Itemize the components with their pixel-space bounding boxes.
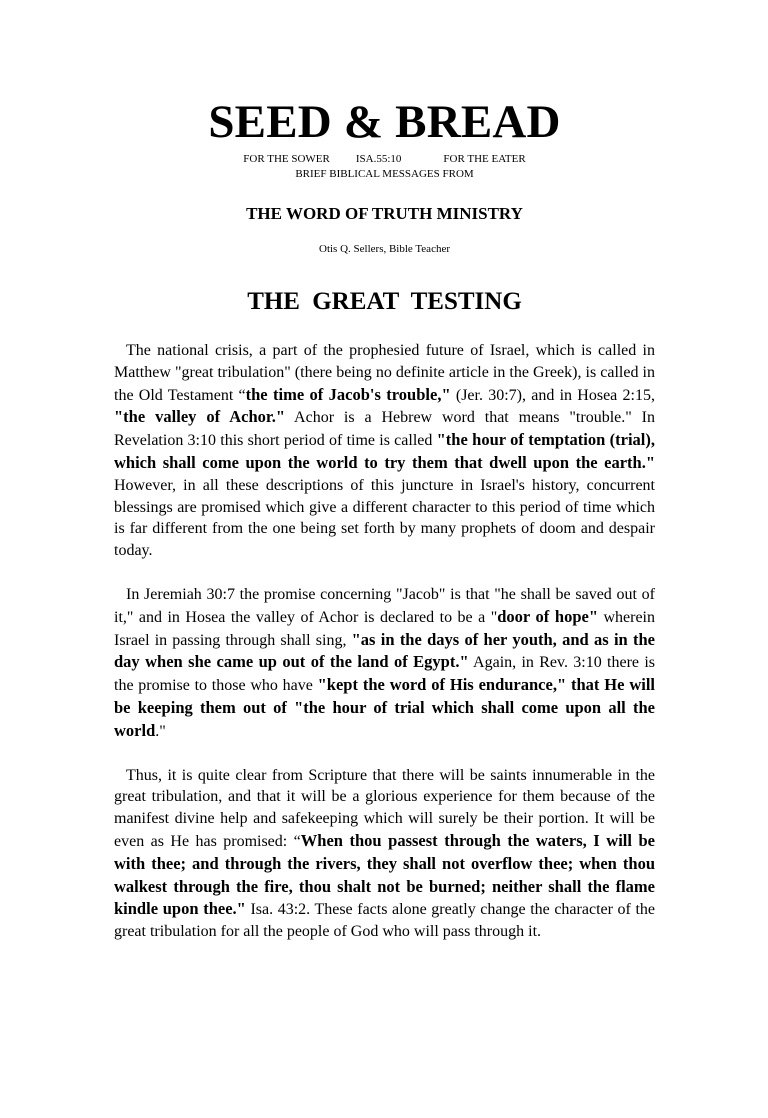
body-text: Achor is a Hebrew word that means "trouble." In Revelation 3:10 this short period of time is called: [114, 409, 655, 450]
subtitle-reference: ISA.55:10: [355, 153, 402, 165]
tagline: BRIEF BIBLICAL MESSAGES FROM: [295, 168, 474, 180]
emphasis-text: door of hope": [497, 606, 598, 626]
body-text: wherein Israel in passing through shall sing,: [114, 608, 656, 649]
body-text: .": [155, 722, 166, 740]
subtitle-sower: FOR THE SOWER: [243, 153, 330, 165]
body-text: However, in all these descriptions of this juncture in Israel's history, concurrent blessings are promised which give a different character to this period of time which is far different from the one being set forth by many prophets of doom and despair today.: [114, 476, 655, 560]
emphasis-text: the time of Jacob's trouble,": [245, 384, 451, 404]
body-text: Again, in Rev. 3:10 there is the promise to those who have: [114, 654, 655, 695]
ministry-name: THE WORD OF TRUTH MINISTRY: [246, 204, 523, 223]
article-title: THE GREAT TESTING: [247, 288, 522, 315]
emphasis-text: When thou passest through the waters, I will be with thee; and through the rivers, they shall not overflow thee; when thou walkest through the fire, thou shalt not be burned; neither shall the flame kindle upon thee.": [114, 830, 656, 919]
document-page: [0, 94, 768, 1118]
subtitle-line: [114, 152, 655, 166]
emphasis-text: "the hour of temptation (trial), which shall come upon the world to try them that dwell upon the earth.": [114, 430, 655, 472]
paragraph-2: [114, 584, 655, 743]
emphasis-text: "kept the word of His endurance," that He will be keeping them out of "the hour of trial which shall come upon all the world: [114, 675, 655, 740]
paragraph-1: [114, 340, 655, 562]
paragraph-3: [114, 765, 655, 943]
body-text: Thus, it is quite clear from Scripture that there will be saints innumerable in the great tribulation, and that it will be a glorious experience for them because of the manifest divine help and safekeeping which will surely be their portion. It will be even as He has promised: “: [114, 766, 655, 850]
emphasis-text: "the valley of Achor.": [114, 407, 286, 427]
body-text: In Jeremiah 30:7 the promise concerning "Jacob" is that "he shall be saved out of it," and in Hosea the valley of Achor is declared to be a ": [114, 585, 655, 626]
body-text: Isa. 43:2. These facts alone greatly change the character of the great tribulation for all the people of God who will pass through it.: [114, 901, 655, 941]
teacher-credit: Otis Q. Sellers, Bible Teacher: [319, 243, 450, 255]
subtitle-eater: FOR THE EATER: [443, 153, 526, 165]
emphasis-text: "as in the days of her youth, and as in the day when she came up out of the land of Egypt.": [114, 629, 655, 672]
body-text: The national crisis, a part of the prophesied future of Israel, which is called in Matthew "great tribulation" (there being no definite article in the Greek), is called in the Old Testament “: [114, 342, 655, 404]
newsletter-title: SEED & BREAD: [208, 96, 561, 148]
body-text: (Jer. 30:7), and in Hosea 2:15,: [450, 386, 655, 404]
